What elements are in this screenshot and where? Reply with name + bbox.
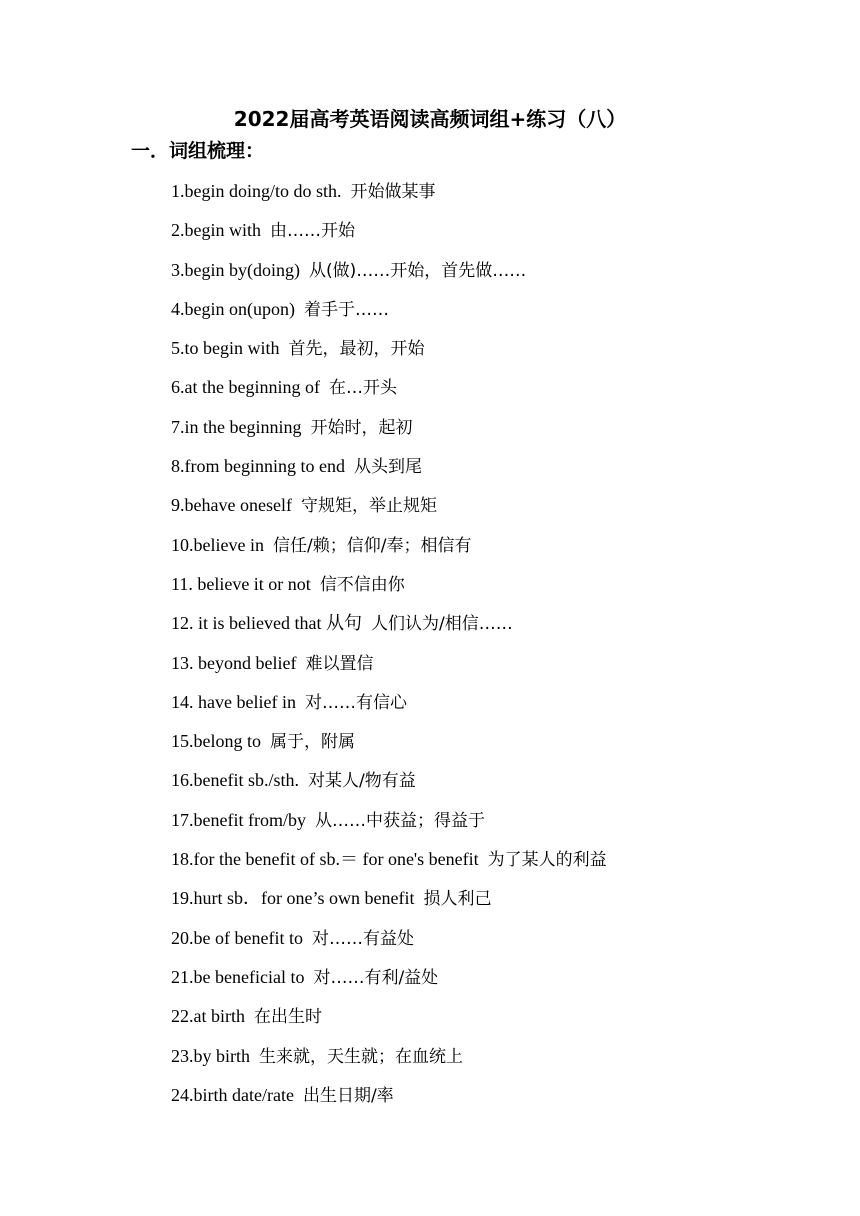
phrase-chinese: 开始做某事: [350, 182, 436, 202]
phrase-chinese: 从头到尾: [353, 457, 422, 478]
phrase-english: 8.from beginning to end: [171, 456, 345, 477]
phrase-item: [171, 486, 791, 525]
phrase-item: [171, 526, 791, 565]
phrase-item: [171, 604, 791, 643]
phrase-chinese: 生来就，天生就；在血统上: [259, 1046, 463, 1067]
phrase-item: [171, 997, 791, 1036]
phrase-chinese: 对……有益处: [311, 928, 414, 949]
phrase-chinese: 属于，附属: [270, 732, 355, 753]
phrase-chinese: 对某人/物有益: [308, 771, 416, 792]
phrase-chinese: 难以置信: [305, 653, 374, 674]
phrase-chinese: 开始时，起初: [310, 417, 413, 438]
phrase-english: 15.belong to: [171, 731, 261, 752]
phrase-item: [171, 211, 791, 250]
phrase-item: [171, 840, 791, 879]
phrase-english: 6.at the beginning of: [171, 377, 320, 398]
phrase-chinese: 首先，最初，开始: [288, 339, 425, 360]
phrase-item: [171, 251, 791, 290]
phrase-english: 22.at birth: [171, 1006, 245, 1027]
phrase-english: 13. beyond belief: [171, 652, 297, 673]
phrase-item: [171, 565, 791, 604]
phrase-english: 4.begin on(upon): [171, 298, 295, 319]
phrase-item: [171, 172, 791, 211]
phrase-english: 24.birth date/rate: [171, 1084, 294, 1105]
phrase-english: 3.begin by(doing): [171, 259, 300, 280]
phrase-chinese: 信不信由你: [319, 574, 405, 595]
phrase-chinese: 着手于……: [303, 299, 389, 320]
phrase-item: [171, 722, 791, 761]
phrase-chinese: 损人利己: [423, 889, 492, 910]
phrase-chinese: 为了某人的利益: [487, 850, 607, 871]
phrase-english: 5.to begin with: [171, 338, 280, 359]
phrase-chinese: 守规矩，举止规矩: [300, 496, 437, 517]
phrase-english: 11. believe it or not: [171, 573, 311, 594]
phrase-chinese: 人们认为/相信……: [370, 614, 513, 635]
phrase-english: 9.behave oneself: [171, 495, 292, 516]
phrase-item: [171, 683, 791, 722]
phrase-english: 7.in the beginning: [171, 416, 302, 437]
phrase-chinese: 在出生时: [254, 1007, 322, 1028]
phrase-item: [171, 368, 791, 407]
phrase-english: 10.believe in: [171, 534, 264, 555]
phrase-item: [171, 761, 791, 800]
phrase-item: [171, 408, 791, 447]
phrase-item: [171, 290, 791, 329]
phrase-chinese: 出生日期/率: [302, 1085, 394, 1106]
phrase-english: 14. have belief in: [171, 691, 296, 712]
phrase-item: [171, 644, 791, 683]
phrase-chinese: 从……中获益；得益于: [314, 810, 485, 831]
phrase-english: 1.begin doing/to do sth.: [171, 181, 342, 201]
phrase-chinese: 对……有利/益处: [313, 967, 439, 988]
phrase-item: [171, 958, 791, 997]
phrase-english: 18.for the benefit of sb.＝ for one's benefit: [171, 849, 479, 870]
phrase-chinese: 在…开头: [328, 378, 397, 399]
phrase-english: 2.begin with: [171, 220, 261, 241]
section-heading: 一．词组梳理：: [131, 140, 265, 162]
phrase-chinese: 对……有信心: [304, 692, 407, 713]
phrase-chinese: 信任/赖；信仰/奉；相信有: [272, 535, 472, 556]
document-title: 2022届高考英语阅读高频词组+练习（八）: [233, 107, 627, 131]
phrase-english: 23.by birth: [171, 1045, 250, 1066]
phrase-english: 17.benefit from/by: [171, 809, 306, 830]
phrase-list: [171, 172, 791, 1115]
phrase-english: 19.hurt sb．for one’s own benefit: [171, 888, 415, 909]
phrase-item: [171, 447, 791, 486]
phrase-chinese: 由……开始: [270, 221, 355, 242]
phrase-item: [171, 1076, 791, 1115]
phrase-item: [171, 1037, 791, 1076]
phrase-english: 20.be of benefit to: [171, 927, 303, 948]
phrase-item: [171, 879, 791, 918]
phrase-english: 16.benefit sb./sth.: [171, 770, 299, 791]
phrase-chinese: 从(做)……开始，首先做……: [308, 260, 527, 281]
phrase-english: 12. it is believed that 从句: [171, 613, 362, 634]
phrase-item: [171, 919, 791, 958]
phrase-english: 21.be beneficial to: [171, 966, 305, 987]
phrase-item: [171, 329, 791, 368]
phrase-item: [171, 801, 791, 840]
